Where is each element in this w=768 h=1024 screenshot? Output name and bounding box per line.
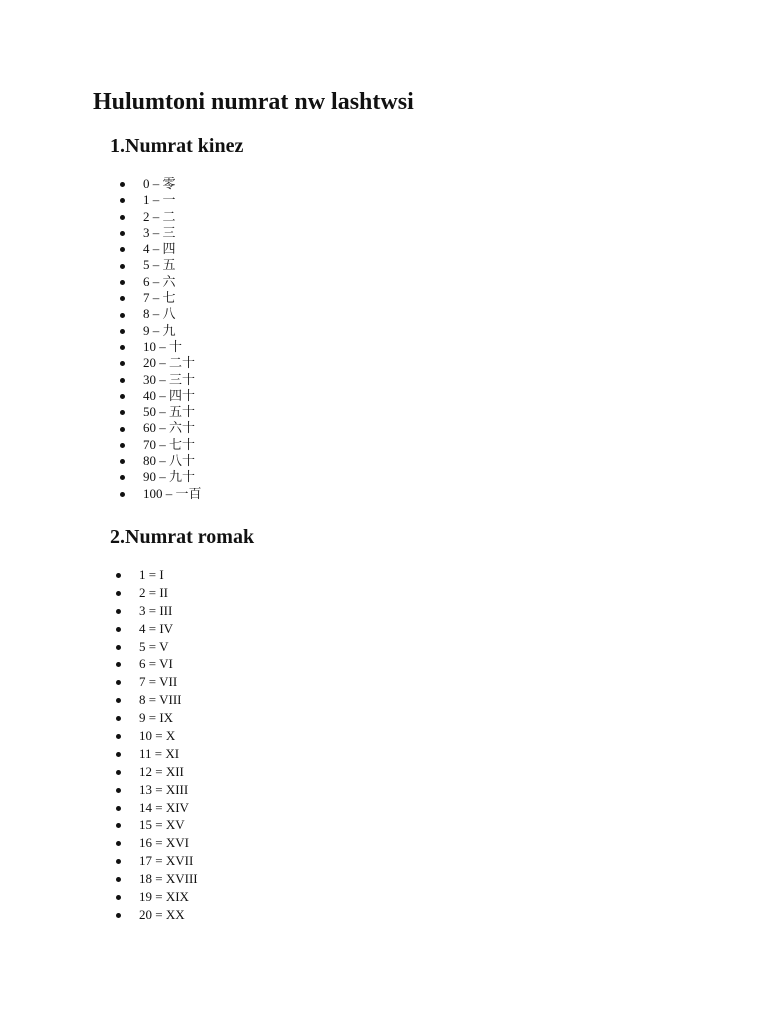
item-value: XV [165,817,185,833]
item-separator: = [155,799,163,815]
item-separator: = [155,763,163,779]
list-item [120,225,202,241]
list-item [116,906,198,924]
item-separator: – [152,192,160,208]
item-number: 7 [143,290,150,306]
list-item [116,834,198,852]
item-separator: – [165,485,173,501]
item-value: XVII [165,853,194,869]
item-separator: – [159,420,166,436]
item-separator: = [155,728,163,744]
item-separator: – [152,176,160,191]
item-number: 9 [143,322,150,338]
chinese-numbers-list [120,176,202,502]
item-value: III [159,602,173,618]
item-separator: – [159,436,166,452]
list-item [116,584,198,602]
item-value: XVIII [165,871,198,887]
item-separator: = [148,620,157,636]
item-number: 6 [139,656,146,672]
list-item [120,241,202,257]
section-heading-chinese-numbers: 1.Numrat kinez [110,135,244,157]
item-number: 8 [139,692,146,708]
item-value: XX [165,906,185,922]
item-separator: – [152,257,160,273]
item-separator: = [155,889,163,905]
item-number: 3 [139,602,146,618]
item-value: 零 [162,177,176,192]
item-number: 6 [143,273,150,289]
item-value: 三 [162,225,176,241]
item-value: II [159,584,169,600]
item-number: 2 [143,208,150,224]
item-value: VI [159,656,173,672]
list-item [116,799,198,817]
section-heading-roman-numbers: 2.Numrat romak [110,526,255,548]
item-separator: = [148,710,157,726]
item-separator: – [152,241,160,257]
list-item [116,566,198,584]
item-separator: – [159,355,166,371]
item-number: 60 [143,420,156,436]
item-separator: = [155,835,163,851]
item-separator: – [159,404,166,420]
item-number: 9 [139,710,146,726]
list-item [120,274,202,290]
item-value: 七十 [169,437,196,453]
item-separator: – [152,290,160,306]
list-item [120,420,202,436]
list-item [116,709,198,727]
item-separator: = [155,781,163,797]
item-number: 3 [143,224,150,240]
item-separator: = [155,817,163,833]
item-number: 10 [139,728,152,744]
item-value: X [165,728,176,744]
item-value: 六 [162,274,176,290]
item-value: 八十 [169,454,196,470]
list-item [120,290,202,306]
page-title: Hulumtoni numrat nw lashtwsi [93,89,414,115]
item-number: 40 [143,387,156,403]
item-separator: = [155,871,163,887]
item-number: 7 [139,674,146,690]
item-number: 17 [139,853,152,869]
item-number: 11 [139,745,152,761]
item-number: 100 [143,485,163,501]
item-number: 20 [139,906,152,922]
list-item [120,339,202,355]
item-separator: = [155,853,163,869]
list-item [120,306,202,322]
item-number: 80 [143,453,156,469]
item-separator: – [152,273,160,289]
item-value: 九十 [169,470,196,486]
item-value: XII [165,763,184,779]
item-separator: = [148,584,157,600]
item-number: 16 [139,835,152,851]
item-number: 1 [139,567,146,582]
list-item [116,638,198,656]
item-number: 14 [139,799,152,815]
roman-numbers-list [116,566,198,924]
item-value: 八 [162,307,176,323]
item-number: 13 [139,781,152,797]
item-separator: – [152,322,160,338]
list-item [120,469,202,485]
list-item [120,323,202,339]
item-separator: = [148,656,157,672]
item-value: IX [159,710,174,726]
item-number: 10 [143,338,156,354]
list-item [120,486,202,502]
item-number: 1 [143,192,150,208]
item-value: 四十 [169,388,196,404]
item-number: 4 [139,620,146,636]
item-number: 15 [139,817,152,833]
item-value: XIX [165,889,189,905]
item-value: VIII [159,692,182,708]
item-number: 18 [139,871,152,887]
list-item [116,602,198,620]
item-number: 4 [143,241,150,257]
item-value: VII [159,674,178,690]
list-item [116,852,198,870]
list-item [116,620,198,638]
item-separator: = [154,745,163,761]
item-value: 六十 [169,421,196,437]
list-item [120,372,202,388]
item-separator: – [159,453,166,469]
item-number: 8 [143,306,150,322]
list-item [120,404,202,420]
list-item [120,437,202,453]
item-separator: – [152,306,160,322]
item-value: IV [159,620,174,636]
item-separator: = [148,674,157,690]
list-item [116,691,198,709]
item-number: 20 [143,355,156,371]
item-number: 12 [139,763,152,779]
list-item [116,745,198,763]
item-value: 七 [162,291,176,307]
item-value: I [159,567,164,582]
item-value: XIV [165,799,189,815]
item-separator: – [152,208,160,224]
list-item [120,453,202,469]
list-item [120,209,202,225]
item-number: 0 [143,176,150,191]
item-value: XI [165,745,180,761]
list-item [116,816,198,834]
list-item [116,870,198,888]
list-item [120,257,202,273]
item-separator: = [155,906,163,922]
item-value: XVI [165,835,189,851]
item-number: 90 [143,469,156,485]
item-number: 30 [143,371,156,387]
item-separator: = [148,567,157,582]
item-number: 5 [139,638,146,654]
list-item [116,727,198,745]
item-value: 四 [162,242,176,258]
item-value: 二十 [169,356,196,372]
item-value: 一 [162,193,176,209]
item-number: 5 [143,257,150,273]
item-separator: – [159,338,166,354]
list-item [116,655,198,673]
item-separator: = [148,692,157,708]
item-number: 19 [139,889,152,905]
item-value: 十 [169,339,183,355]
item-number: 50 [143,404,156,420]
item-separator: = [148,638,157,654]
list-item [120,355,202,371]
item-value: 二 [162,209,176,225]
list-item [116,888,198,906]
list-item [120,176,202,192]
item-number: 2 [139,584,146,600]
item-number: 70 [143,436,156,452]
item-value: 一百 [175,486,202,502]
list-item [116,781,198,799]
item-separator: – [159,371,166,387]
item-separator: – [152,224,160,240]
item-value: 九 [162,323,176,339]
item-separator: = [148,602,157,618]
item-value: 五十 [169,405,196,421]
item-value: 五 [162,258,176,274]
list-item [116,763,198,781]
list-item [116,673,198,691]
list-item [120,388,202,404]
item-value: V [159,638,169,654]
item-value: XIII [165,781,189,797]
list-item [120,192,202,208]
item-separator: – [159,387,166,403]
item-value: 三十 [169,372,196,388]
item-separator: – [159,469,166,485]
